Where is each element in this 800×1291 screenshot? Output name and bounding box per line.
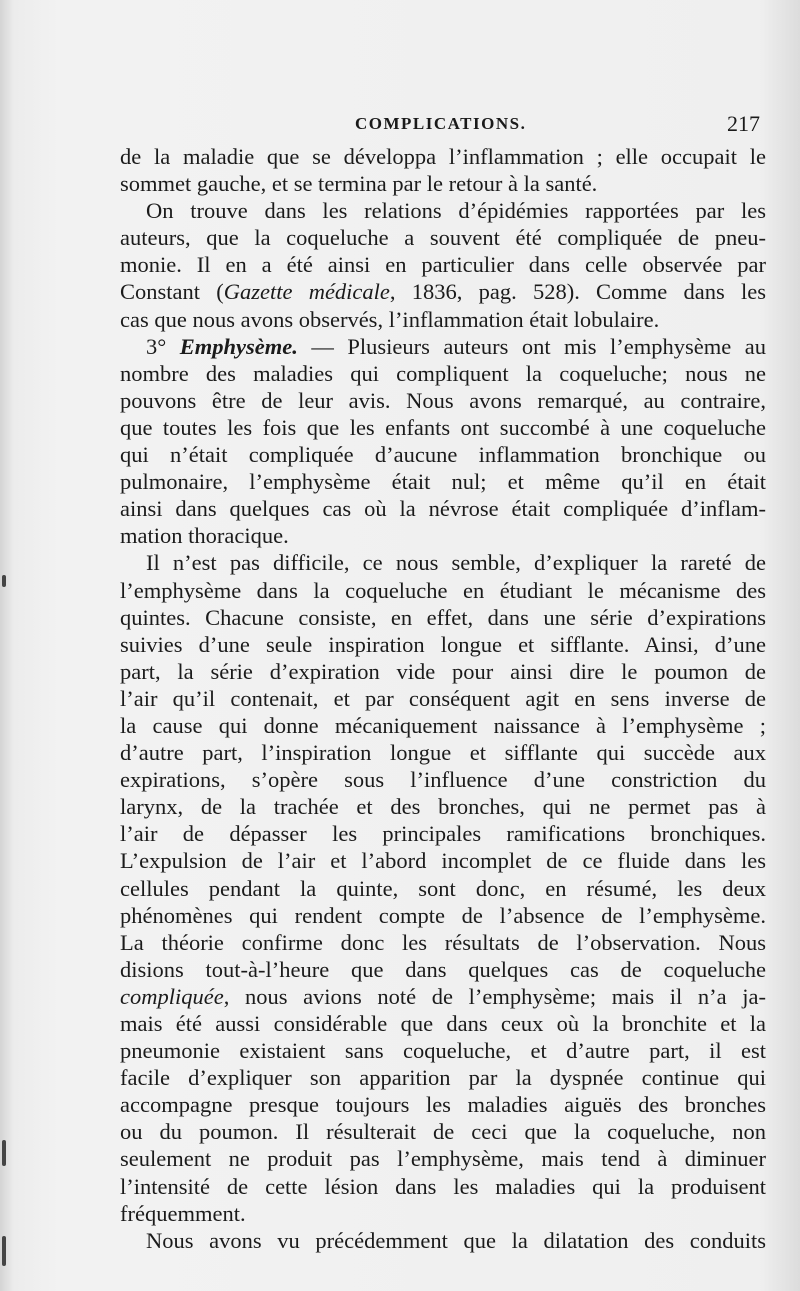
text-line [120, 1173, 766, 1200]
text-span: pneumonie existaient sans coqueluche, et d’autre part, il est [120, 1038, 766, 1064]
text-span: pulmonaire, l’emphysème était nul; et même qu’il en était [120, 469, 766, 495]
text-line [120, 306, 766, 333]
text-span: qui n’était compliquée d’aucune inflammation bronchique ou [120, 442, 766, 468]
text-span: La théorie confirme donc les résultats de l’observation. Nous [120, 929, 766, 955]
text-line [120, 224, 766, 251]
text-line [120, 333, 766, 360]
margin-mark [2, 575, 6, 587]
text-span: cas que nous avons observés, l’inflammation était lobulaire. [120, 306, 660, 332]
text-span: l’air qu’il contenait, et par conséquent agit en sens inverse de [120, 685, 766, 711]
text-line [120, 820, 766, 847]
text-span: pouvons être de leur avis. Nous avons remarqué, au contraire, [120, 387, 766, 413]
text-span: ainsi dans quelques cas où la névrose était compliquée d’inflam- [120, 496, 766, 522]
text-line [120, 522, 766, 549]
text-line [120, 902, 766, 929]
text-line [120, 1037, 766, 1064]
text-line [120, 685, 766, 712]
text-line [120, 631, 766, 658]
text-line [120, 197, 766, 224]
text-span: Il n’est pas difficile, ce nous semble, d’expliquer la rareté de [146, 550, 766, 576]
text-line [120, 1118, 766, 1145]
text-span: fréquemment. [120, 1200, 246, 1226]
text-line [120, 712, 766, 739]
text-span: l’intensité de cette lésion dans les maladies qui la produisent [120, 1173, 766, 1199]
page-number: 217 [727, 111, 760, 136]
text-span: l’emphysème dans la coqueluche en étudiant le mécanisme des [120, 577, 766, 603]
text-span: , nous avions noté de l’emphysème; mais il n’a ja- [223, 983, 766, 1009]
text-line [120, 1227, 766, 1254]
text-span: nombre des maladies qui compliquent la coqueluche; nous ne [120, 360, 766, 386]
text-span: L’expulsion de l’air et l’abord incomplet de ce fluide dans les [120, 848, 766, 874]
italic-text: Gazette médicale [223, 279, 390, 305]
text-line [120, 468, 766, 495]
text-line [120, 1064, 766, 1091]
text-span: monie. Il en a été ainsi en particulier dans celle observée par [120, 252, 766, 278]
text-line [120, 956, 766, 983]
text-span: accompagne presque toujours les maladies aiguës des bronches [120, 1092, 766, 1118]
text-span: 3° [146, 333, 180, 359]
text-line [120, 549, 766, 576]
text-line [120, 1200, 766, 1227]
text-line [120, 983, 766, 1010]
text-span: mais été aussi considérable que dans ceux où la bronchite et la [120, 1011, 766, 1036]
text-line [120, 739, 766, 766]
text-span: la cause qui donne mécaniquement naissance à l’emphysème ; [120, 712, 766, 738]
text-line [120, 495, 766, 522]
running-title: COMPLICATIONS. [355, 114, 527, 133]
text-span: expirations, s’opère sous l’influence d’une constriction du [120, 767, 766, 793]
text-line [120, 1010, 766, 1037]
text-line [120, 278, 766, 305]
text-span: Nous avons vu précédemment que la dilatation des conduits [146, 1227, 766, 1253]
text-span: quintes. Chacune consiste, en effet, dans une série d’expirations [120, 604, 766, 630]
text-span: l’air de dépasser les principales ramifications bronchiques. [120, 821, 766, 847]
text-span: facile d’expliquer son apparition par la dyspnée continue qui [120, 1065, 766, 1091]
text-line [120, 251, 766, 278]
text-line [120, 1091, 766, 1118]
text-span: suivies d’une seule inspiration longue et sifflante. Ainsi, d’une [120, 631, 766, 657]
text-span: larynx, de la trachée et des bronches, qui ne permet pas à [120, 794, 766, 820]
text-span: sommet gauche, et se termina par le retour à la santé. [120, 171, 598, 197]
text-span: On trouve dans les relations d’épidémies rapportées par les [146, 198, 766, 224]
page-header [120, 111, 766, 138]
text-line [120, 143, 766, 170]
text-line [120, 793, 766, 820]
text-line [120, 360, 766, 387]
margin-mark [2, 1236, 6, 1266]
text-span: seulement ne produit pas l’emphysème, mais tend à diminuer [120, 1146, 766, 1172]
text-span: auteurs, que la coqueluche a souvent été compliquée de pneu- [120, 225, 766, 251]
text-line [120, 577, 766, 604]
italic-text: compliquée [120, 983, 224, 1009]
text-span: mation thoracique. [120, 523, 289, 549]
text-span: phénomènes qui rendent compte de l’absence de l’emphysème. [120, 902, 766, 928]
text-line [120, 766, 766, 793]
text-span: Constant ( [120, 279, 224, 305]
text-line [120, 604, 766, 631]
section-heading: Emphysème. [179, 333, 298, 359]
margin-mark [2, 1140, 6, 1166]
text-line [120, 170, 766, 197]
text-span: part, la série d’expiration vide pour ainsi dire le poumon de [120, 658, 766, 684]
text-span: d’autre part, l’inspiration longue et sifflante qui succède aux [120, 740, 766, 766]
text-line [120, 414, 766, 441]
text-line [120, 387, 766, 414]
text-span: — Plusieurs auteurs ont mis l’emphysème au [297, 333, 766, 359]
text-line [120, 847, 766, 874]
text-line [120, 441, 766, 468]
text-span: , 1836, pag. 528). Comme dans les [389, 279, 766, 305]
text-span: de la maladie que se développa l’inflammation ; elle occupait le [120, 144, 766, 169]
text-span: que toutes les fois que les enfants ont succombé à une coqueluche [120, 414, 766, 440]
text-span: ou du poumon. Il résulterait de ceci que la coqueluche, non [120, 1119, 766, 1145]
text-line [120, 929, 766, 956]
text-line [120, 875, 766, 902]
text-line [120, 658, 766, 685]
body-text [120, 143, 766, 1254]
text-span: disions tout-à-l’heure que dans quelques cas de coqueluche [120, 956, 766, 982]
text-span: cellules pendant la quinte, sont donc, en résumé, les deux [120, 875, 766, 901]
text-line [120, 1145, 766, 1172]
